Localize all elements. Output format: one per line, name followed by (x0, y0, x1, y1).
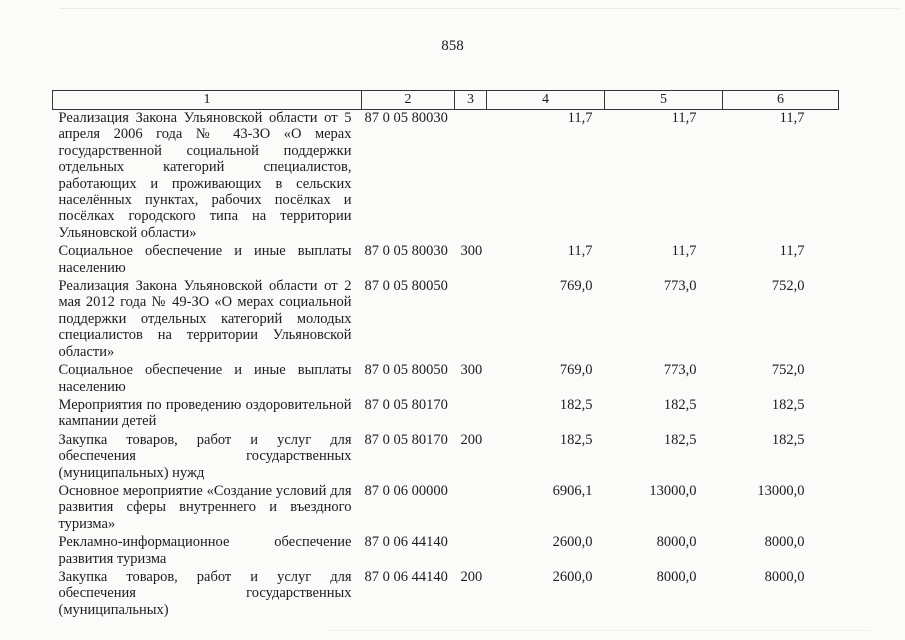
row-code: 87 0 05 80170 (364, 396, 448, 413)
column-header-1: 1 (53, 91, 362, 110)
row-value-4: 182,5 (559, 396, 593, 413)
row-name: Реализация Закона Ульяновской области от 2 мая 2012 года № 49-ЗО «О мерах социальной поддержки отдельных категорий молодых специалистов на территории Ульяновской области» (58, 278, 352, 360)
row-code: 87 0 05 80030 (364, 243, 448, 260)
row-value-4: 6906,1 (552, 482, 593, 499)
table-row (53, 483, 839, 534)
row-value-6: 8000,0 (764, 568, 805, 585)
row-name: Социальное обеспечение и иные выплаты населению (58, 243, 352, 276)
table-row (53, 569, 839, 620)
row-type: 200 (460, 431, 483, 448)
row-type: 200 (460, 568, 483, 585)
row-value-5: 11,7 (671, 110, 697, 126)
row-value-4: 769,0 (559, 362, 593, 379)
budget-table (52, 90, 839, 620)
row-value-6: 182,5 (771, 396, 805, 413)
row-code: 87 0 05 80170 (364, 431, 448, 448)
row-value-5: 773,0 (663, 362, 697, 379)
row-name: Мероприятия по проведению оздоровительной кампании детей (58, 396, 352, 430)
row-value-4: 11,7 (567, 243, 593, 260)
row-name: Реализация Закона Ульяновской области от 5 апреля 2006 года № 43-ЗО «О мерах государственной социальной поддержки отдельных категорий специалистов, работающих и проживающих в сельских населённых пунктах, рабочих посёлках и посёлках городского типа на территории Ульяновской области» (58, 110, 352, 241)
row-type (455, 397, 487, 432)
row-value-5: 8000,0 (656, 534, 697, 551)
row-name: Закупка товаров, работ и услуг для обеспечения государственных (муниципальных) нужд (58, 431, 352, 481)
row-value-6: 13000,0 (757, 482, 805, 499)
table-header (53, 91, 839, 110)
row-value-5: 8000,0 (656, 568, 697, 585)
column-header-6: 6 (723, 91, 839, 110)
row-name: Социальное обеспечение и иные выплаты населению (58, 362, 352, 395)
page-number: 858 (441, 38, 464, 54)
column-header-5: 5 (605, 91, 723, 110)
row-name: Основное мероприятие «Создание условий для развития сферы внутреннего и въездного туризма» (58, 482, 352, 532)
row-name: Рекламно-информационное обеспечение развития туризма (58, 534, 352, 567)
table-row (53, 534, 839, 569)
row-value-6: 11,7 (779, 110, 805, 126)
row-value-6: 752,0 (771, 278, 805, 295)
table-row (53, 243, 839, 278)
row-value-5: 182,5 (663, 431, 697, 448)
table-row (53, 278, 839, 362)
row-value-6: 8000,0 (764, 534, 805, 551)
row-value-6: 752,0 (771, 362, 805, 379)
table-row (53, 362, 839, 397)
row-type: 300 (460, 243, 483, 260)
row-code: 87 0 06 00000 (364, 482, 448, 499)
row-type (455, 110, 487, 244)
scan-artifact-bottom (330, 630, 870, 633)
table-row (53, 110, 839, 244)
row-code: 87 0 05 80050 (364, 362, 448, 379)
row-code: 87 0 05 80030 (364, 110, 448, 126)
table-row (53, 432, 839, 483)
column-header-3: 3 (455, 91, 487, 110)
row-value-4: 2600,0 (552, 534, 593, 551)
table-row (53, 397, 839, 432)
row-value-6: 11,7 (779, 243, 805, 260)
scan-artifact-top (60, 8, 900, 11)
row-value-6: 182,5 (771, 431, 805, 448)
row-name: Закупка товаров, работ и услуг для обеспечения государственных (муниципальных) (58, 568, 352, 618)
row-code: 87 0 06 44140 (364, 534, 448, 551)
row-value-5: 11,7 (671, 243, 697, 260)
row-value-4: 11,7 (567, 110, 593, 126)
column-header-2: 2 (362, 91, 455, 110)
row-type (455, 278, 487, 362)
row-code: 87 0 06 44140 (364, 568, 448, 585)
row-code: 87 0 05 80050 (364, 278, 448, 295)
row-type (455, 534, 487, 569)
row-value-5: 773,0 (663, 278, 697, 295)
row-value-4: 2600,0 (552, 568, 593, 585)
row-type (455, 483, 487, 534)
column-header-4: 4 (487, 91, 605, 110)
row-value-5: 13000,0 (649, 482, 697, 499)
row-type: 300 (460, 362, 483, 379)
row-value-4: 769,0 (559, 278, 593, 295)
row-value-4: 182,5 (559, 431, 593, 448)
row-value-5: 182,5 (663, 396, 697, 413)
